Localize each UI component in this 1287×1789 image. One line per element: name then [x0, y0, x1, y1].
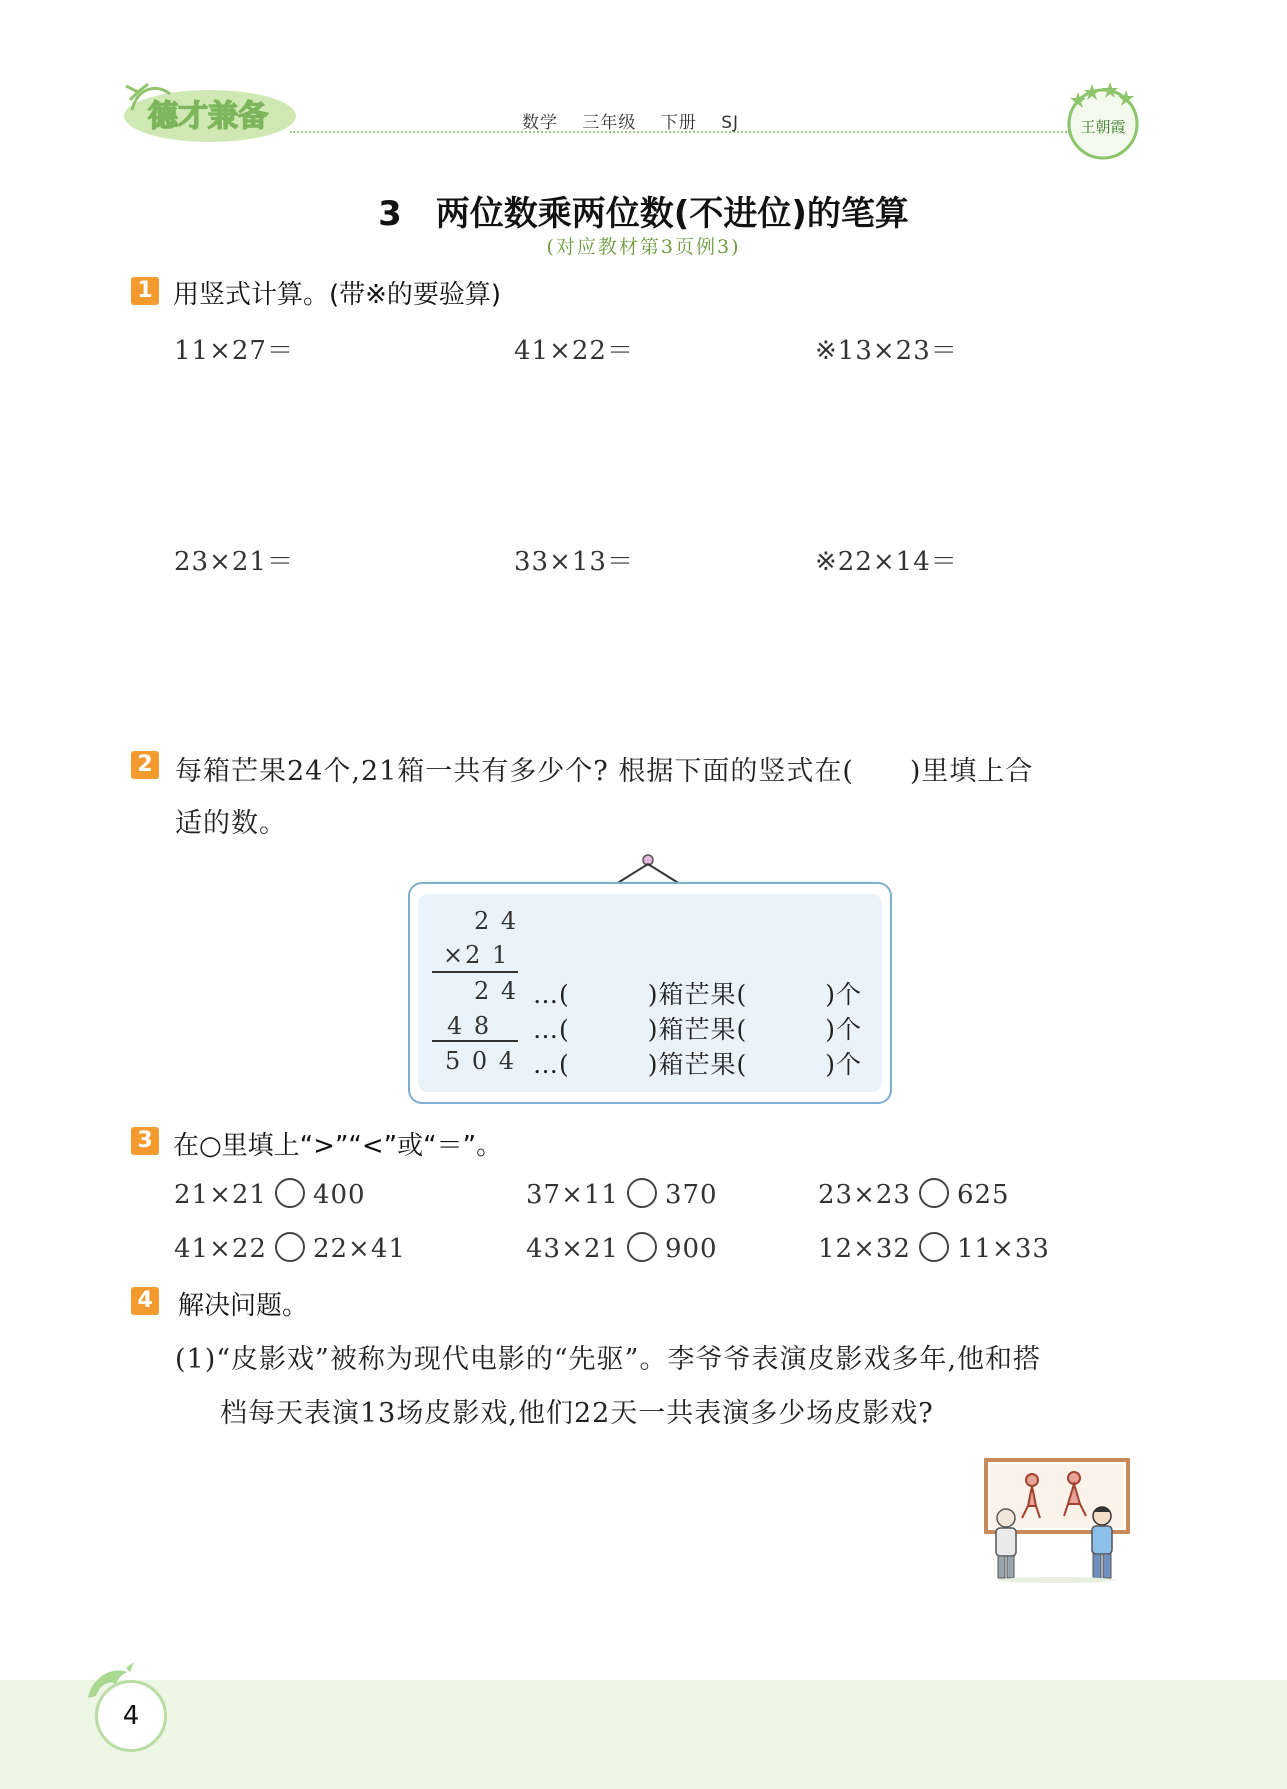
calc-multiplicand: 2 4: [474, 907, 519, 935]
comparison-item: 43×21 900: [526, 1234, 718, 1264]
q1-expression: ※22×14＝: [815, 547, 958, 577]
brand-logo: [118, 80, 296, 144]
q1-expression: 11×27＝: [174, 336, 294, 366]
compare-circle[interactable]: [627, 1178, 657, 1208]
compare-circle[interactable]: [919, 1178, 949, 1208]
fill-blank-row: …( )箱芒果( )个: [533, 1015, 863, 1044]
volume-label: 下册: [660, 113, 697, 133]
calc-product: 5 0 4: [445, 1047, 517, 1075]
question-2-line-2: 适的数。: [175, 808, 287, 839]
question-4-prompt: 解决问题。: [178, 1291, 309, 1321]
comparison-item: 37×11 370: [526, 1180, 718, 1210]
shadow-puppet-illustration: [982, 1458, 1132, 1584]
grade-label: 三年级: [582, 113, 637, 133]
fill-blank-row: …( )箱芒果( )个: [533, 980, 863, 1009]
board-hanger: [600, 852, 690, 886]
calc-rule-2: [432, 1040, 518, 1042]
question-2-line-1: 每箱芒果24个,21箱一共有多少个? 根据下面的竖式在( )里填上合: [175, 756, 1034, 787]
comparison-item: 12×32 11×33: [818, 1234, 1050, 1264]
question-3-number: 3: [131, 1127, 159, 1155]
lesson-title-text: 两位数乘两位数(不进位)的笔算: [435, 194, 909, 234]
lesson-number: 3: [378, 194, 402, 234]
q1-expression: 23×21＝: [174, 547, 294, 577]
calc-partial-2: 4 8: [447, 1012, 492, 1040]
page-number: 4: [95, 1680, 167, 1752]
q1-expression: ※13×23＝: [815, 336, 958, 366]
q1-expression: 41×22＝: [514, 336, 634, 366]
comparison-item: 41×22 22×41: [174, 1234, 406, 1264]
subject-label: 数学: [522, 113, 558, 133]
calc-rule-1: [432, 971, 518, 973]
footer-band: [0, 1680, 1287, 1789]
fill-blank-row: …( )箱芒果( )个: [533, 1050, 863, 1079]
textbook-reference: (对应教材第3页例3): [546, 236, 741, 258]
question-4-1-line-2: 档每天表演13场皮影戏,他们22天一共表演多少场皮影戏?: [220, 1398, 934, 1429]
question-1-number: 1: [131, 277, 159, 305]
calc-multiplier: ×2 1: [443, 941, 510, 969]
question-1-prompt: 用竖式计算。(带※的要验算): [173, 280, 502, 310]
svg-text:德才兼备: 德才兼备: [148, 99, 268, 134]
lesson-title: [0, 186, 1287, 235]
calc-partial-1: 2 4: [474, 977, 519, 1005]
publisher-seal: [1064, 78, 1142, 162]
compare-circle[interactable]: [919, 1232, 949, 1262]
edition-label: SJ: [721, 113, 740, 133]
book-info: [522, 108, 757, 133]
compare-circle[interactable]: [275, 1232, 305, 1262]
question-2-number: 2: [131, 751, 159, 779]
question-3-prompt: 在○里填上“>”“<”或“＝”。: [173, 1131, 503, 1161]
comparison-item: 23×23 625: [818, 1180, 1010, 1210]
comparison-item: 21×21 400: [174, 1180, 366, 1210]
svg-text:王朝霞: 王朝霞: [1080, 118, 1126, 136]
compare-circle[interactable]: [275, 1178, 305, 1208]
question-4-number: 4: [131, 1287, 159, 1315]
question-4-1-line-1: (1)“皮影戏”被称为现代电影的“先驱”。李爷爷表演皮影戏多年,他和搭: [175, 1344, 1042, 1375]
compare-circle[interactable]: [627, 1232, 657, 1262]
q1-expression: 33×13＝: [514, 547, 634, 577]
